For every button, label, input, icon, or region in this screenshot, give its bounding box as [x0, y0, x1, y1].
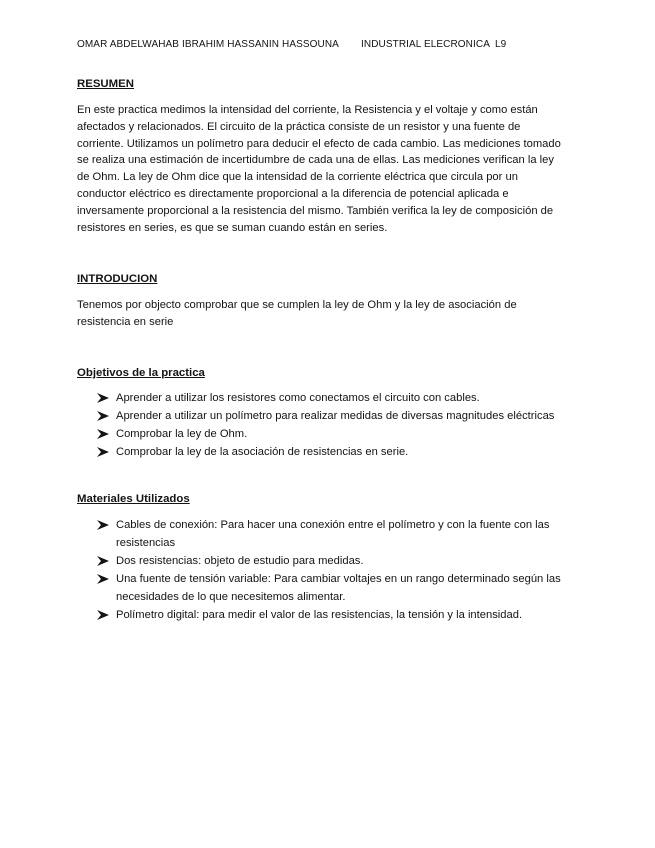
list-item	[97, 407, 567, 425]
course-name: INDUSTRIAL ELECRONICA	[361, 39, 490, 50]
lab-code: L9	[495, 39, 507, 50]
list-item-text: Cables de conexión: Para hacer una conexión entre el polímetro y con la fuente con las resistencias	[116, 519, 550, 549]
list-item-text: Comprobar la ley de Ohm.	[116, 428, 248, 440]
resumen-text: En este practica medimos la intensidad del corriente, la Resistencia y el voltaje y como están afectados y relacionados. El circuito de la práctica consiste de un resistor y una fuente de corriente. Utilizamos un polímetro para deducir el efecto de cada cambio. Las mediciones tomado se realiza una estimación de incertidumbre de cada una de ellas. Las mediciones verifican la ley de Ohm. La ley de Ohm dice que la intensidad de la corriente eléctrica que circula por un conductor eléctrico es directamente proporcional a la diferencia de potencial aplicada e inversamente proporcional a la resistencia del mismo. También verifica la ley de composición de resistores en series, es que se suman cuando están en series.	[77, 104, 561, 234]
list-item	[97, 570, 567, 606]
list-item-text: Una fuente de tensión variable: Para cambiar voltajes en un rango determinado según las necesidades de lo que necesitemos alimentar.	[116, 573, 561, 603]
arrowhead-bullet-icon	[97, 556, 109, 566]
introduccion-title: INTRODUCION	[77, 273, 158, 285]
resumen-title: RESUMEN	[77, 78, 134, 90]
list-item-text: Polímetro digital: para medir el valor de las resistencias, la tensión y la intensidad.	[116, 609, 523, 621]
list-item	[97, 606, 567, 624]
objetivos-title: Objetivos de la practica	[77, 367, 205, 379]
arrowhead-bullet-icon	[97, 520, 109, 530]
arrowhead-bullet-icon	[97, 429, 109, 439]
list-item-text: Aprender a utilizar un polímetro para realizar medidas de diversas magnitudes eléctricas	[116, 410, 555, 422]
objetivos-list	[97, 389, 567, 461]
arrowhead-bullet-icon	[97, 610, 109, 620]
list-item	[97, 425, 567, 443]
arrowhead-bullet-icon	[97, 393, 109, 403]
arrowhead-bullet-icon	[97, 574, 109, 584]
author-name: OMAR ABDELWAHAB IBRAHIM HASSANIN HASSOUNA	[77, 39, 339, 50]
materiales-title: Materiales Utilizados	[77, 493, 190, 505]
list-item	[97, 552, 567, 570]
arrowhead-bullet-icon	[97, 411, 109, 421]
list-item-text: Aprender a utilizar los resistores como conectamos el circuito con cables.	[116, 392, 480, 404]
page-header	[77, 39, 506, 50]
arrowhead-bullet-icon	[97, 447, 109, 457]
list-item	[97, 389, 567, 407]
introduccion-text: Tenemos por objecto comprobar que se cumplen la ley de Ohm y la ley de asociación de resistencia en serie	[77, 299, 517, 328]
list-item-text: Comprobar la ley de la asociación de resistencias en serie.	[116, 446, 409, 458]
list-item-text: Dos resistencias: objeto de estudio para medidas.	[116, 555, 364, 567]
list-item	[97, 443, 567, 461]
list-item	[97, 516, 567, 552]
materiales-list	[97, 516, 567, 624]
